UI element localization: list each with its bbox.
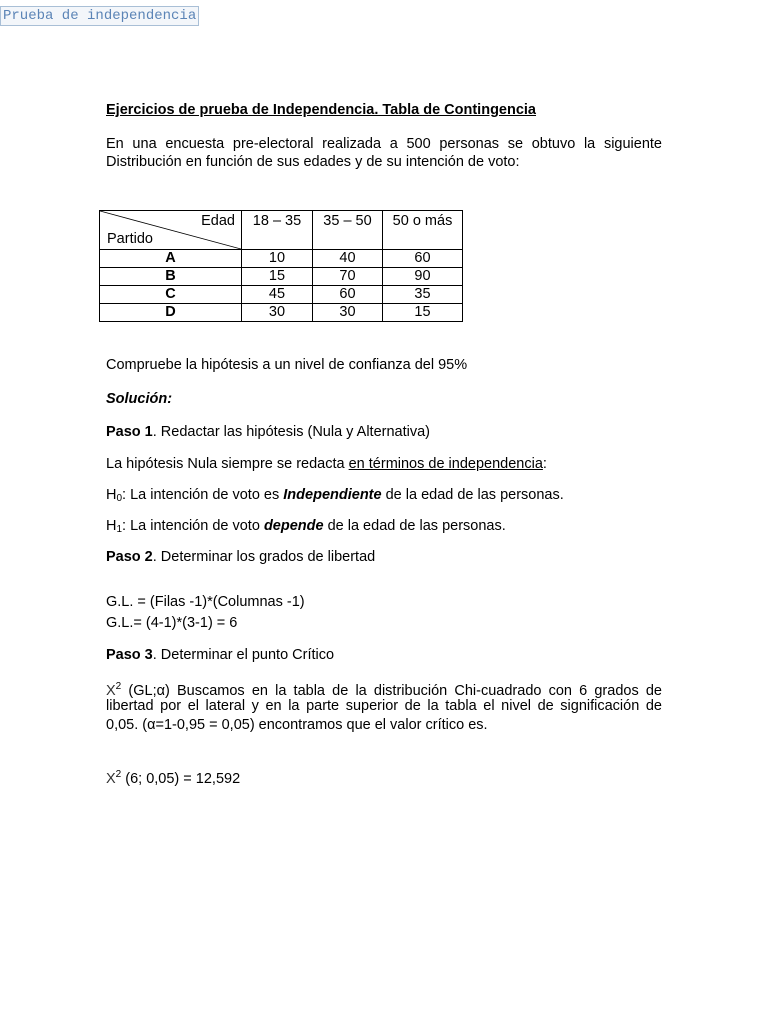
- critical-value-line: [106, 766, 240, 788]
- paso1-label: Paso 1: [106, 424, 153, 440]
- chi-line1-rest: (GL;α) Buscamos en la tabla de la distribución Chi-cuadrado con 6 grados de: [121, 683, 662, 699]
- table-row: [100, 304, 463, 322]
- null-suffix: :: [542, 456, 547, 472]
- critical-superscript: 2: [115, 769, 122, 780]
- paso2-line: [106, 548, 375, 566]
- chi-line-2: libertad por el lateral y en la parte superior de la tabla el nivel de significación de: [106, 698, 662, 714]
- critical-rest: (6; 0,05) = 12,592: [121, 771, 241, 787]
- h0-line: [106, 486, 564, 508]
- h1-subscript: 1: [116, 524, 123, 535]
- h1-post: de la edad de las personas.: [323, 518, 506, 534]
- column-header: 50 o más: [383, 211, 463, 250]
- table-header-row: [100, 211, 463, 250]
- table-cell: 10: [242, 250, 313, 268]
- table-cell: 90: [383, 268, 463, 286]
- column-header: 35 – 50: [313, 211, 383, 250]
- chi-x: X: [106, 683, 116, 699]
- table-cell: 70: [313, 268, 383, 286]
- null-underlined: en términos de independencia: [348, 456, 543, 472]
- h1-pre: : La intención de voto: [122, 518, 264, 534]
- paso2-text: . Determinar los grados de libertad: [152, 549, 376, 565]
- chi-line-3: 0,05. (α=1-0,95 = 0,05) encontramos que el valor crítico es.: [106, 717, 488, 733]
- row-label: A: [100, 250, 242, 268]
- paso3-label: Paso 3: [106, 647, 153, 663]
- table-cell: 15: [383, 304, 463, 322]
- prompt-text: Compruebe la hipótesis a un nivel de confianza del 95%: [106, 357, 468, 373]
- critical-x: X: [106, 771, 116, 787]
- h0-emphasis: Independiente: [283, 487, 382, 503]
- gl-result: G.L.= (4-1)*(3-1) = 6: [106, 615, 238, 631]
- intro-line-1: En una encuesta pre-electoral realizada a 500 personas se obtuvo la siguiente: [106, 136, 662, 152]
- table-cell: 60: [383, 250, 463, 268]
- document-tag: Prueba de independencia: [0, 6, 199, 26]
- null-hypothesis-line: [106, 455, 547, 473]
- table-cell: 60: [313, 286, 383, 304]
- h0-symbol: H: [106, 487, 117, 503]
- column-header: 18 – 35: [242, 211, 313, 250]
- h1-emphasis: depende: [263, 518, 324, 534]
- corner-row-label: Partido: [107, 231, 153, 247]
- h0-pre: : La intención de voto es: [122, 487, 284, 503]
- row-label: B: [100, 268, 242, 286]
- chi-superscript: 2: [115, 681, 122, 692]
- table-cell: 40: [313, 250, 383, 268]
- table-row: [100, 268, 463, 286]
- paso1-text: . Redactar las hipótesis (Nula y Alternativa): [152, 424, 430, 440]
- null-prefix: La hipótesis Nula siempre se redacta: [106, 456, 349, 472]
- table-row: [100, 286, 463, 304]
- solution-label: Solución:: [106, 391, 173, 407]
- page-title: Ejercicios de prueba de Independencia. Tabla de Contingencia: [106, 102, 537, 118]
- h1-symbol: H: [106, 518, 117, 534]
- table-cell: 45: [242, 286, 313, 304]
- h0-subscript: 0: [116, 493, 123, 504]
- h0-post: de la edad de las personas.: [381, 487, 564, 503]
- paso3-text: . Determinar el punto Crítico: [152, 647, 335, 663]
- table-cell: 35: [383, 286, 463, 304]
- row-label: D: [100, 304, 242, 322]
- intro-line-2: Distribución en función de sus edades y de su intención de voto:: [106, 154, 520, 170]
- table-corner-cell: [100, 211, 242, 250]
- table-row: [100, 250, 463, 268]
- paso2-label: Paso 2: [106, 549, 153, 565]
- paso3-line: [106, 646, 334, 664]
- h1-line: [106, 517, 506, 539]
- paso1-line: [106, 423, 430, 441]
- table-cell: 30: [313, 304, 383, 322]
- corner-col-label: Edad: [201, 213, 235, 229]
- contingency-table: [99, 210, 463, 322]
- gl-formula: G.L. = (Filas -1)*(Columnas -1): [106, 594, 305, 610]
- row-label: C: [100, 286, 242, 304]
- table-cell: 30: [242, 304, 313, 322]
- table-cell: 15: [242, 268, 313, 286]
